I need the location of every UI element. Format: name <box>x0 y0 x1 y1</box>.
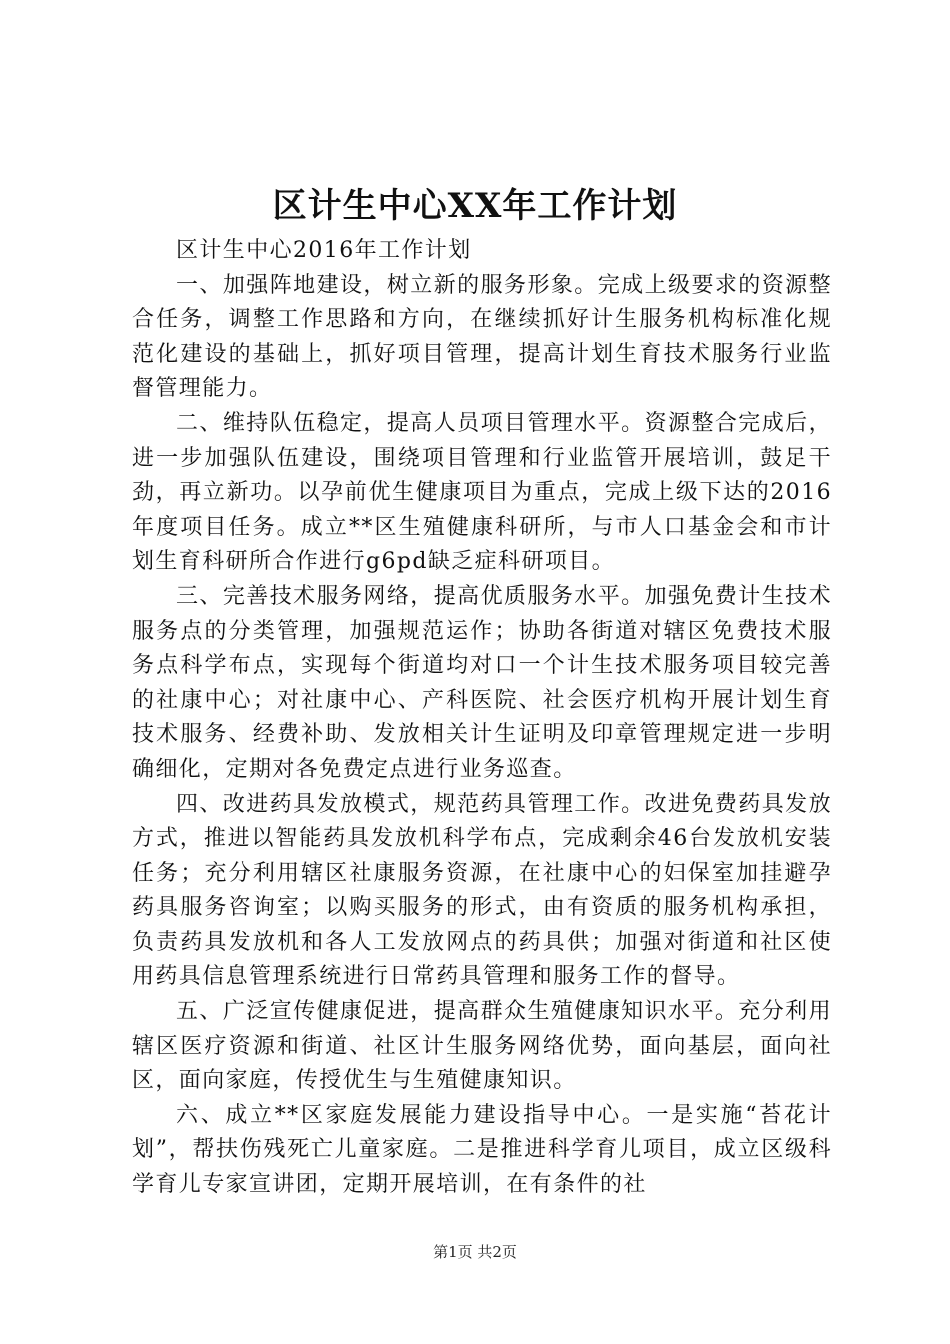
page-indicator: 第1页 共2页 <box>433 1243 517 1261</box>
paragraph-6: 六、成立**区家庭发展能力建设指导中心。一是实施“苔花计划”，帮扶伤残死亡儿童家庭。二是推进科学育儿项目，成立区级科学育儿专家宣讲团，定期开展培训，在有条件的社 <box>132 1102 832 1198</box>
paragraph-3: 三、完善技术服务网络，提高优质服务水平。加强免费计生技术服务点的分类管理，加强规范运作；协助各街道对辖区免费技术服务点科学布点，实现每个街道均对口一个计生技术服务项目较完善的社康中心；对社康中心、产科医院、社会医疗机构开展计划生育技术服务、经费补助、发放相关计生证明及印章管理规定进一步明确细化，定期对各免费定点进行业务巡查。 <box>132 583 832 782</box>
document-subtitle: 区计生中心2016年工作计划 <box>176 238 472 263</box>
paragraph-2: 二、维持队伍稳定，提高人员项目管理水平。资源整合完成后，进一步加强队伍建设，围绕项目管理和行业监管开展培训，鼓足干劲，再立新功。以孕前优生健康项目为重点，完成上级下达的2016年度项目任务。成立**区生殖健康科研所，与市人口基金会和市计划生育科研所合作进行g6pd缺乏症科研项目。 <box>132 410 832 575</box>
paragraph-4: 四、改进药具发放模式，规范药具管理工作。改进免费药具发放方式，推进以智能药具发放机科学布点，完成剩余46台发放机安装任务；充分利用辖区社康服务资源，在社康中心的妇保室加挂避孕药具服务咨询室；以购买服务的形式，由有资质的服务机构承担，负责药具发放机和各人工发放网点的药具供；加强对街道和社区使用药具信息管理系统进行日常药具管理和服务工作的督导。 <box>132 791 832 990</box>
document-body <box>132 234 832 1203</box>
paragraph-5: 五、广泛宣传健康促进，提高群众生殖健康知识水平。充分利用辖区医疗资源和街道、社区计生服务网络优势，面向基层，面向社区，面向家庭，传授优生与生殖健康知识。 <box>132 999 832 1094</box>
paragraph-1: 一、加强阵地建设，树立新的服务形象。完成上级要求的资源整合任务，调整工作思路和方向，在继续抓好计生服务机构标准化规范化建设的基础上，抓好项目管理，提高计划生育技术服务行业监督管理能力。 <box>132 272 832 402</box>
page-footer <box>0 1240 950 1264</box>
document-title: 区计生中心XX年工作计划 <box>272 186 678 226</box>
